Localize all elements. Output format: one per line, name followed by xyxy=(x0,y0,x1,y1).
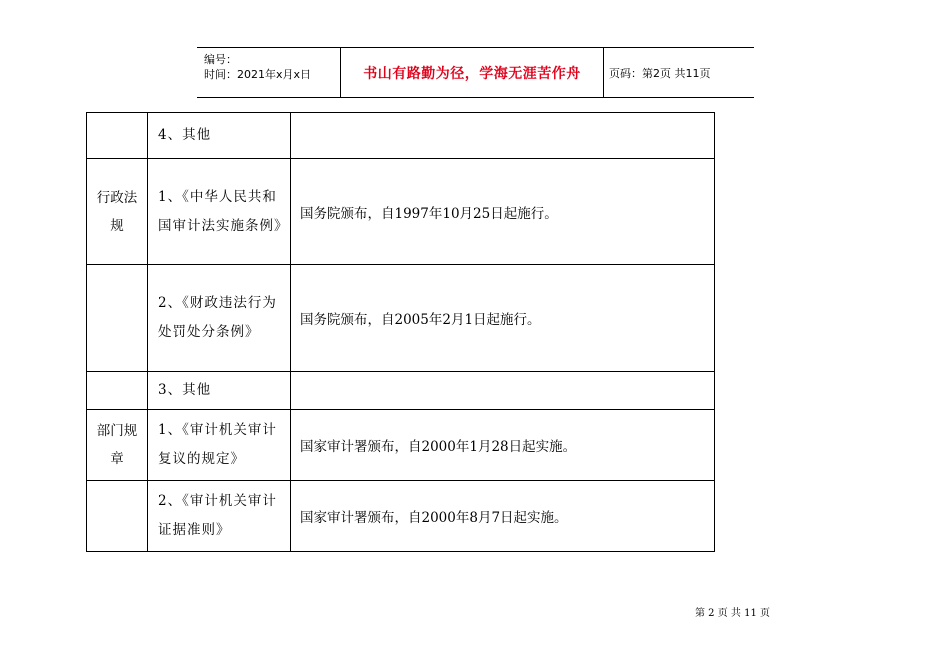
header-page-info: 页码：第2页 共11页 xyxy=(609,67,711,80)
description-cell xyxy=(291,372,715,410)
description-cell: 国务院颁布，自1997年10月25日起施行。 xyxy=(291,159,715,265)
regulations-table xyxy=(86,112,715,552)
description-cell xyxy=(291,113,715,159)
header-left xyxy=(204,52,311,82)
item-cell: 1、《审计机关审计复议的规定》 xyxy=(148,410,291,481)
description-cell: 国家审计署颁布，自2000年8月7日起实施。 xyxy=(291,481,715,552)
category-cell xyxy=(87,481,148,552)
header-motto: 书山有路勤为径，学海无涯苦作舟 xyxy=(340,48,604,97)
table-row xyxy=(87,481,715,552)
item-cell: 1、《中华人民共和国审计法实施条例》 xyxy=(148,159,291,265)
category-cell: 部门规章 xyxy=(87,410,148,481)
table-row xyxy=(87,410,715,481)
category-cell: 行政法规 xyxy=(87,159,148,265)
category-cell xyxy=(87,372,148,410)
description-cell: 国家审计署颁布，自2000年1月28日起实施。 xyxy=(291,410,715,481)
table-row xyxy=(87,159,715,265)
page-header xyxy=(197,47,754,98)
table-row xyxy=(87,113,715,159)
category-cell xyxy=(87,113,148,159)
page-footer: 第 2 页 共 11 页 xyxy=(695,608,770,619)
description-cell: 国务院颁布，自2005年2月1日起施行。 xyxy=(291,265,715,372)
number-label: 编号： xyxy=(204,53,237,66)
item-cell: 2、《财政违法行为处罚处分条例》 xyxy=(148,265,291,372)
item-cell: 4、其他 xyxy=(148,113,291,159)
date-line: 时间：2021年x月x日 xyxy=(204,68,312,81)
item-cell: 2、《审计机关审计证据准则》 xyxy=(148,481,291,552)
table-row xyxy=(87,372,715,410)
table-row xyxy=(87,265,715,372)
item-cell: 3、其他 xyxy=(148,372,291,410)
category-cell xyxy=(87,265,148,372)
